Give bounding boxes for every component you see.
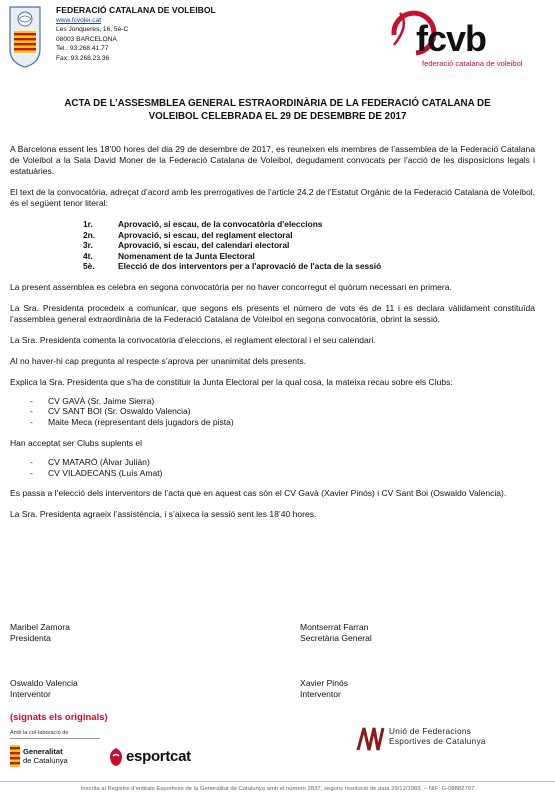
website-link[interactable]: www.fcvolei.cat bbox=[56, 17, 102, 24]
paragraph-suplents: Han acceptat ser Clubs suplents el bbox=[10, 437, 143, 448]
signature-name: Montserrat Farran bbox=[300, 622, 369, 632]
agenda-item: 4t. Nomenament de la Junta Electoral bbox=[83, 250, 255, 261]
junta-clubs-list bbox=[10, 396, 535, 428]
paragraph-aprova: Al no haver-hi cap pregunta al respecte s’aprova per unanimitat dels presents. bbox=[10, 355, 306, 366]
paragraph-closing: La Sra. Presidenta agraeix l’assistència, i s’aixeca la sessió sent les 18’40 hores. bbox=[10, 509, 317, 520]
fcvb-subtitle: federació catalana de voleibol bbox=[422, 59, 523, 68]
fcvb-logo-icon bbox=[386, 5, 546, 59]
signature-role: Secretària General bbox=[300, 633, 372, 643]
signature-presidenta bbox=[10, 622, 70, 644]
paragraph-comenta: La Sra. Presidenta comenta la convocatòria d’eleccions, el reglament electoral i el seu calendari. bbox=[10, 334, 376, 345]
signature-name: Xavier Pinós bbox=[300, 678, 348, 688]
generalitat-line-1: Generalitat bbox=[23, 747, 63, 756]
document-body bbox=[10, 144, 535, 530]
header-contact-block bbox=[56, 5, 216, 63]
federation-crest-icon bbox=[8, 5, 42, 69]
agenda-item: 3r. Aprovació, si escau, del calendari electoral bbox=[83, 240, 290, 250]
list-item: - Maite Meca (representant dels jugadors de pista) bbox=[30, 417, 234, 428]
signature-name: Oswaldo Valencia bbox=[10, 678, 78, 688]
address-city: 08003 BARCELONA bbox=[56, 35, 117, 43]
paragraph-vots: La Sra. Presidenta procedeix a comunicar, que segons els presents el número de vots és de 11 i es declara vàlidament constituïda l’assemblea general extraordinària de la Federació Catalana de Voleibol en segona convocatòria, obrint la sessió. bbox=[10, 302, 535, 324]
list-item: - CV MATARÓ (Àlvar Julián) bbox=[30, 456, 150, 467]
ufec-line-2: Esportives de Catalunya bbox=[389, 736, 486, 746]
esportcat-icon bbox=[108, 747, 124, 767]
esportcat-text: esportcat bbox=[126, 748, 191, 765]
fax: Fax: 93.268.23.36 bbox=[56, 54, 110, 62]
paragraph-interventors: Es passa a l’elecció dels interventors de l’acta que en aquest cas són el CV Gavà (Xavier Pinós) i CV Sant Boi (Oswaldo Valencia). bbox=[10, 488, 507, 499]
org-name: FEDERACIÓ CATALANA DE VOLEIBOL bbox=[56, 5, 216, 15]
signed-originals-note: (signats els originals) bbox=[10, 712, 108, 723]
agenda-list bbox=[10, 219, 535, 272]
signature-interventor-2 bbox=[300, 678, 348, 700]
address-line: Les Jonqueres, 16, 5è-C bbox=[56, 26, 129, 34]
list-item: - CV GAVÀ (Sr. Jaime Sierra) bbox=[30, 395, 155, 406]
document-title bbox=[20, 98, 535, 123]
signature-name: Maribel Zamora bbox=[10, 622, 70, 632]
ufec-icon bbox=[356, 724, 386, 752]
registry-footer: Inscrita al Registre d’entitats Esportives de la Generalitat de Catalunya amb el número 2837, segons resolució de data 29/12/1983. – NIF: G-08882797 bbox=[80, 786, 475, 792]
divider bbox=[10, 738, 100, 739]
fcvb-logo-text: fcvb bbox=[416, 18, 487, 59]
signature-interventor-1 bbox=[10, 678, 78, 700]
ufec-logo bbox=[356, 724, 546, 758]
agenda-item: 2n. Aprovació, si escau, del reglament electoral bbox=[83, 229, 293, 240]
generalitat-logo bbox=[10, 745, 100, 769]
signature-role: Interventor bbox=[10, 689, 51, 699]
suplents-list bbox=[10, 457, 535, 479]
paragraph-opening: A Barcelona essent les 18’00 hores del dia 29 de desembre de 2017, es reuneixen els membres de l’assemblea de la Federació Catalana de Voleibol a la Sala David Moner de la Federació Catalana de Voleibol, degudament convocats per l’acció de les disposicions legals i estatuàries. bbox=[10, 144, 535, 176]
paragraph-segona-convocatoria: La present assemblea es celebra en segona convocatòria per no haver concorregut el quòrum necessari en primera. bbox=[10, 281, 452, 292]
generalitat-line-2: de Catalunya bbox=[23, 756, 68, 765]
signature-secretaria bbox=[300, 622, 372, 644]
list-item: - CV VILADECANS (Luís Amat) bbox=[30, 467, 163, 478]
list-item: - CV SANT BOI (Sr. Oswaldo Valencia) bbox=[30, 406, 191, 417]
signature-role: Presidenta bbox=[10, 633, 51, 643]
title-line-2: VOLEIBOL CELEBRADA EL 29 DE DESEMBRE DE 2017 bbox=[148, 110, 407, 122]
agenda-item: 1r. Aprovació, si escau, de la convocatòria d'eleccions bbox=[83, 219, 323, 229]
signature-role: Interventor bbox=[300, 689, 341, 699]
paragraph-convocatoria: El text de la convocatòria, adreçat d’acord amb les prerrogatives de l’article 24.2 de l’Estatut Orgànic de la Federació Catalana de Voleibol, és el següent tenor literal: bbox=[10, 187, 535, 208]
ufec-line-1: Unió de Federacions bbox=[389, 726, 472, 736]
paragraph-junta: Explica la Sra. Presidenta que s’ha de constituir la Junta Electoral per la qual cosa, la mateixa recau sobre els Clubs: bbox=[10, 376, 453, 387]
fcvb-logo bbox=[386, 5, 546, 69]
esportcat-logo bbox=[108, 745, 218, 769]
generalitat-icon bbox=[10, 745, 20, 767]
agenda-item: 5è. Elecció de dos interventors per a l'aprovació de l'acta de la sessió bbox=[83, 261, 382, 271]
phone: Tel.: 93.268.41.77 bbox=[56, 45, 109, 53]
footer-divider bbox=[0, 781, 555, 782]
title-line-1: ACTA DE L’ASSESMBLEA GENERAL ESTRAORDINÀRIA DE LA FEDERACIÓ CATALANA DE bbox=[64, 98, 491, 109]
collaboration-label: Amb la col·laboració de bbox=[10, 730, 69, 736]
